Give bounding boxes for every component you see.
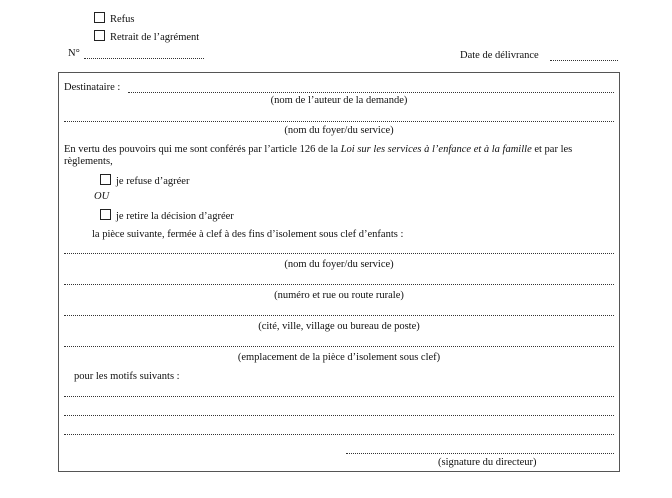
caption-signature: (signature du directeur) [438, 457, 537, 468]
or-label: OU [94, 191, 110, 202]
caption-service-1: (nom du foyer/du service) [284, 125, 394, 136]
recipient-label: Destinataire : [64, 82, 121, 93]
reason-line-1[interactable] [64, 396, 614, 397]
caption-service-2: (nom du foyer/du service) [284, 259, 394, 270]
signature-line[interactable] [346, 453, 614, 454]
withdraw-checkbox[interactable] [100, 209, 111, 220]
reason-line-3[interactable] [64, 434, 614, 435]
choice-withdraw-label: je retire la décision d’agréer [116, 211, 234, 222]
powers-statement-line1 [64, 144, 572, 155]
option-refus[interactable] [94, 12, 135, 25]
choice-refuse-label: je refuse d’agréer [116, 176, 190, 187]
caption-author: (nom de l’auteur de la demande) [270, 95, 408, 106]
option-retrait-label: Retrait de l’agrément [110, 32, 200, 43]
retrait-checkbox[interactable] [94, 30, 105, 41]
number-field[interactable] [84, 58, 204, 59]
refus-checkbox[interactable] [94, 12, 105, 23]
room-statement: la pièce suivante, fermée à clef à des fins d’isolement sous clef d’enfants : [92, 229, 404, 240]
powers-text-b: et par les [531, 144, 573, 155]
location-line[interactable] [64, 346, 614, 347]
number-label: N° [68, 48, 80, 59]
reasons-label: pour les motifs suivants : [74, 371, 180, 382]
choice-withdraw[interactable] [100, 209, 234, 222]
reason-line-2[interactable] [64, 415, 614, 416]
street-line[interactable] [64, 284, 614, 285]
caption-city: (cité, ville, village ou bureau de poste) [258, 321, 420, 332]
city-line[interactable] [64, 315, 614, 316]
law-title: Loi sur les services à l’enfance et à la famille [340, 144, 532, 155]
date-label: Date de délivrance [460, 50, 539, 61]
powers-text-a: En vertu des pouvoirs qui me sont conférés par l’article 126 de la [64, 144, 341, 155]
service-name-line[interactable] [64, 253, 614, 254]
choice-refuse[interactable] [100, 174, 189, 187]
recipient-service-line[interactable] [64, 121, 614, 122]
caption-location: (emplacement de la pièce d’isolement sous clef) [237, 352, 441, 363]
recipient-author-line[interactable] [128, 92, 614, 93]
refuse-checkbox[interactable] [100, 174, 111, 185]
date-field[interactable] [550, 60, 618, 61]
option-refus-label: Refus [110, 14, 135, 25]
option-retrait[interactable] [94, 30, 199, 43]
caption-street: (numéro et rue ou route rurale) [274, 290, 404, 301]
powers-statement-line2: règlements, [64, 156, 113, 167]
